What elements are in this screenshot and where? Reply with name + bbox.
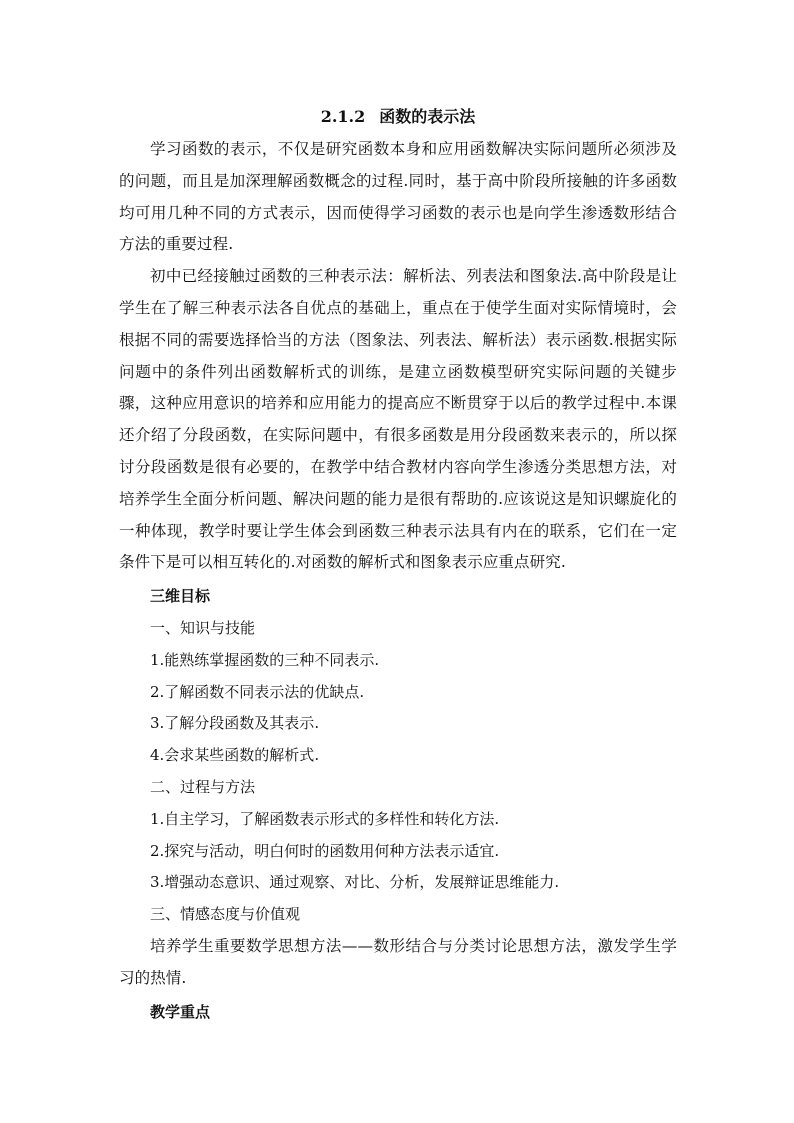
emotion-heading: 三、情感态度与价值观: [150, 905, 301, 924]
section-number: 2.1.2: [320, 107, 366, 126]
analysis-paragraph: 初中已经接触过函数的三种表示法：解析法、列表法和图象法.高中阶段是让学生在了解三种表示法各自优点的基础上，重点在于使学生面对实际情境时，会根据不同的需要选择恰当的方法（图象法、列表法、解析法）表示函数.根据实际问题中的条件列出函数解析式的训练，是建立函数模型研究实际问题的关键步骤，这种应用意识的培养和应用能力的提高应不断贯穿于以后的教学过程中.本课还介绍了分段函数，在实际问题中，有很多函数是用分段函数来表示的，所以探讨分段函数是很有必要的，在教学中结合教材内容向学生渗透分类思想方法，对培养学生全面分析问题、解决问题的能力是很有帮助的.应该说这是知识螺旋化的一种体现，教学时要让学生体会到函数三种表示法具有内在的联系，它们在一定条件下是可以相互转化的.对函数的解析式和图象表示应重点研究.: [119, 267, 677, 572]
intro-paragraph: 学习函数的表示，不仅是研究函数本身和应用函数解决实际问题所必须涉及的问题，而且是加深理解函数概念的过程.同时，基于高中阶段所接触的许多函数均可用几种不同的方式表示，因而使得学习函数的表示也是向学生渗透数形结合方法的重要过程.: [119, 140, 677, 254]
knowledge-item: 2.了解函数不同表示法的优缺点.: [150, 682, 365, 701]
knowledge-heading: 一、知识与技能: [150, 618, 256, 637]
process-item: 1.自主学习，了解函数表示形式的多样性和转化方法.: [150, 809, 500, 828]
section-title: [119, 104, 677, 130]
emotion-paragraph: 培养学生重要数学思想方法——数形结合与分类讨论思想方法，激发学生学习的热情.: [119, 936, 677, 987]
section-title-text: 函数的表示法: [379, 107, 476, 126]
knowledge-item: 4.会求某些函数的解析式.: [150, 746, 320, 765]
process-heading: 二、过程与方法: [150, 777, 256, 796]
goals-heading: 三维目标: [150, 587, 211, 606]
process-item: 2.探究与活动，明白何时的函数用何种方法表示适宜.: [150, 841, 500, 860]
key-points-heading: 教学重点: [150, 1002, 211, 1021]
knowledge-item: 3.了解分段函数及其表示.: [150, 714, 320, 733]
document-body: [119, 104, 677, 1028]
knowledge-item: 1.能熟练掌握函数的三种不同表示.: [150, 650, 380, 669]
process-item: 3.增强动态意识、通过观察、对比、分析，发展辩证思维能力.: [150, 873, 560, 892]
